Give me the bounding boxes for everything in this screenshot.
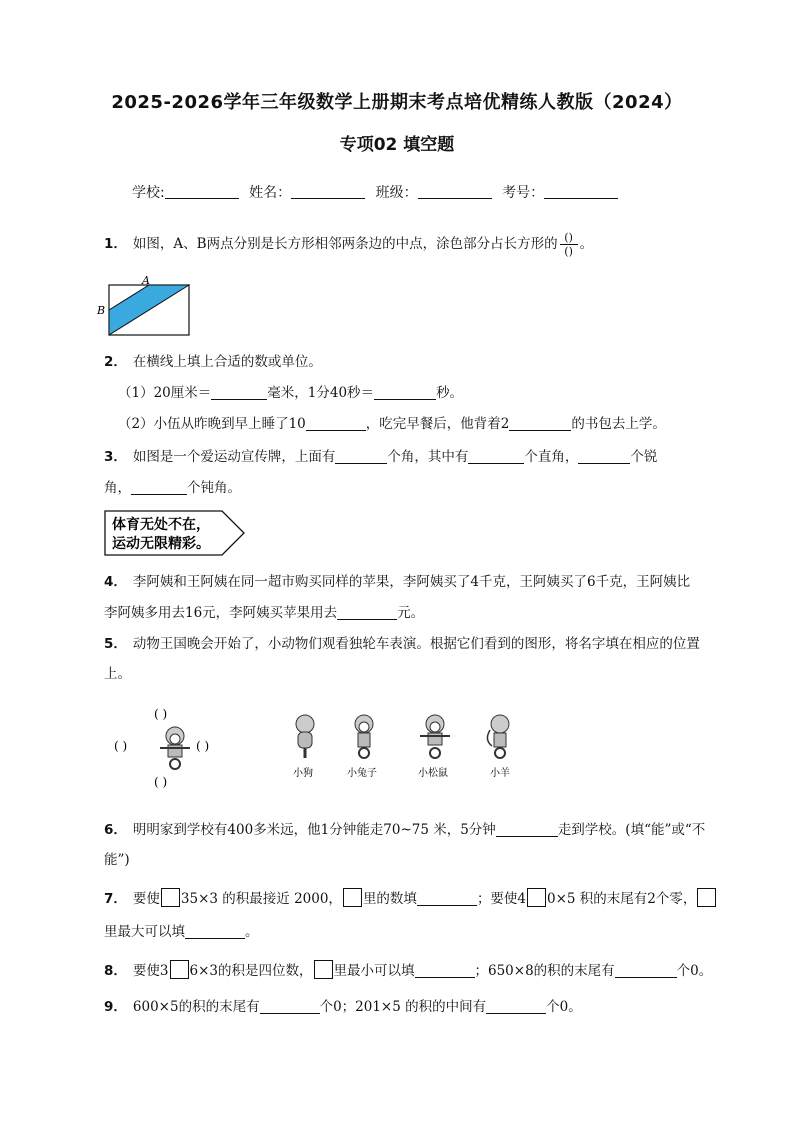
point-a-label: A	[142, 274, 150, 287]
digit-box[interactable]	[697, 888, 716, 907]
question-text: 要使3	[132, 963, 169, 979]
answer-blank[interactable]	[468, 449, 524, 464]
question-5	[104, 634, 700, 654]
question-text: 。	[245, 924, 259, 940]
answer-blank[interactable]	[260, 999, 320, 1014]
answer-blank[interactable]	[335, 449, 387, 464]
question-text: ；要使4	[476, 891, 527, 907]
part-text: （1）20厘米＝	[118, 385, 212, 401]
animal-label-squirrel: 小松鼠	[418, 768, 448, 779]
question-number: 5．	[104, 636, 127, 652]
question-text: ；650×8的积的末尾有	[474, 963, 615, 979]
answer-blank[interactable]	[185, 924, 245, 939]
unicycle-figure	[100, 700, 530, 800]
page-subtitle: 专项02 填空题	[339, 135, 455, 155]
question-5-line-2	[104, 664, 131, 684]
school-label: 学校:	[132, 185, 165, 201]
view-dog-icon	[296, 715, 314, 758]
question-4	[104, 572, 690, 592]
animal-label-sheep: 小羊	[490, 768, 510, 779]
question-text: 李阿姨多用去16元，李阿姨买苹果用去	[104, 605, 338, 621]
sign-line-1: 体育无处不在，	[112, 517, 210, 533]
answer-blank[interactable]	[211, 385, 267, 400]
question-7-line-2	[104, 922, 259, 942]
question-number: 8．	[104, 963, 127, 979]
view-squirrel-icon	[420, 715, 450, 758]
point-b-label: B	[97, 304, 106, 317]
question-1	[104, 232, 593, 257]
answer-blank[interactable]	[374, 385, 436, 400]
question-text: 在横线上填上合适的数或单位。	[132, 354, 322, 370]
animal-label-dog: 小狗	[293, 768, 313, 779]
view-rabbit-icon	[355, 715, 373, 758]
digit-box[interactable]	[314, 960, 333, 979]
answer-paren-left[interactable]: ( )	[114, 739, 128, 753]
question-text: 35×3 的积最接近 2000，	[180, 891, 342, 907]
question-text: 个锐	[630, 449, 658, 465]
digit-box[interactable]	[170, 960, 189, 979]
question-3-line-2	[104, 478, 241, 498]
question-text: 600×5的积的末尾有	[132, 999, 260, 1015]
question-text: 个直角，	[524, 449, 579, 465]
answer-blank[interactable]	[486, 999, 546, 1014]
question-text: 里的数填	[362, 891, 417, 907]
question-text: 李阿姨和王阿姨在同一超市购买同样的苹果，李阿姨买了4千克，王阿姨买了6千克，王阿姨比	[132, 574, 691, 590]
question-text: 明明家到学校有400多米远，他1分钟能走70~75 米，5分钟	[132, 822, 496, 838]
digit-box[interactable]	[343, 888, 362, 907]
question-6-line-2	[104, 850, 130, 870]
question-text: 如图是一个爱运动宣传牌，上面有	[132, 449, 336, 465]
answer-paren-top[interactable]: ( )	[154, 707, 168, 721]
part-text: 毫米，1分40秒＝	[267, 385, 375, 401]
answer-blank[interactable]	[337, 605, 397, 620]
question-text: 个0。	[676, 963, 713, 979]
question-number: 6．	[104, 822, 127, 838]
question-text: 个角，其中有	[387, 449, 469, 465]
class-label: 班级：	[375, 185, 418, 201]
part-text: 的书包去上学。	[571, 416, 666, 432]
class-field[interactable]	[418, 184, 492, 199]
answer-blank[interactable]	[578, 449, 630, 464]
answer-blank[interactable]	[131, 480, 187, 495]
question-text: 能”)	[104, 852, 130, 868]
fraction-denominator: ()	[564, 245, 573, 258]
question-9	[104, 997, 582, 1017]
question-2	[104, 352, 322, 372]
question-number: 4．	[104, 574, 127, 590]
question-text: 如图，A、B两点分别是长方形相邻两条边的中点，涂色部分占长方形的	[132, 236, 558, 252]
page-title: 2025-2026学年三年级数学上册期末考点培优精练人教版（2024）	[111, 92, 683, 113]
question-number: 3．	[104, 449, 127, 465]
exam-number-label: 考号：	[502, 185, 545, 201]
question-text: 0×5 积的末尾有2个零，	[547, 891, 697, 907]
question-text: 要使	[132, 891, 160, 907]
question-text: 6×3的积是四位数，	[189, 963, 313, 979]
answer-blank[interactable]	[509, 416, 571, 431]
question-6	[104, 820, 705, 840]
answer-paren-right[interactable]: ( )	[196, 739, 210, 753]
question-number: 7．	[104, 891, 127, 907]
question-text: 上。	[104, 666, 131, 682]
name-field[interactable]	[291, 184, 365, 199]
fraction-blank[interactable]	[560, 232, 578, 257]
sports-sign-figure	[102, 508, 248, 558]
question-end: 。	[579, 236, 594, 252]
part-text: ，吃完早餐后，他背着2	[365, 416, 510, 432]
monkey-unicycle-icon	[160, 727, 190, 769]
question-2-part-1	[118, 383, 463, 403]
question-text: 个钝角。	[187, 480, 241, 496]
answer-paren-bottom[interactable]: ( )	[154, 775, 168, 789]
question-text: 个0。	[546, 999, 582, 1015]
part-text: （2）小伍从昨晚到早上睡了10	[118, 416, 306, 432]
question-7	[104, 888, 717, 909]
question-number: 2．	[104, 354, 127, 370]
question-text: 动物王国晚会开始了，小动物们观看独轮车表演。根据它们看到的图形，将名字填在相应的位置	[132, 636, 700, 652]
sign-line-2: 运动无限精彩。	[112, 536, 210, 552]
name-label: 姓名：	[249, 185, 292, 201]
question-text: 里最小可以填	[333, 963, 415, 979]
question-4-line-2	[104, 603, 424, 623]
question-text: 元。	[397, 605, 425, 621]
school-field[interactable]	[165, 184, 239, 199]
animal-label-rabbit: 小兔子	[347, 768, 377, 779]
question-text: 走到学校。(填“能”或“不	[557, 822, 706, 838]
rectangle-figure	[96, 274, 196, 340]
answer-blank[interactable]	[417, 891, 477, 906]
question-3	[104, 447, 657, 467]
question-text: 角，	[104, 480, 131, 496]
part-text: 秒。	[436, 385, 464, 401]
student-info-row	[132, 182, 624, 202]
question-text: 里最大可以填	[104, 924, 185, 940]
question-number: 9．	[104, 999, 127, 1015]
view-sheep-icon	[487, 715, 509, 758]
question-number: 1．	[104, 236, 127, 252]
answer-blank[interactable]	[615, 963, 677, 978]
answer-blank[interactable]	[496, 822, 558, 837]
digit-box[interactable]	[527, 888, 546, 907]
question-2-part-2	[118, 414, 666, 434]
question-text: 个0；201×5 的积的中间有	[319, 999, 487, 1015]
exam-number-field[interactable]	[544, 184, 618, 199]
question-8	[104, 960, 712, 981]
digit-box[interactable]	[161, 888, 180, 907]
answer-blank[interactable]	[306, 416, 366, 431]
answer-blank[interactable]	[415, 963, 475, 978]
fraction-numerator: ()	[564, 231, 573, 244]
